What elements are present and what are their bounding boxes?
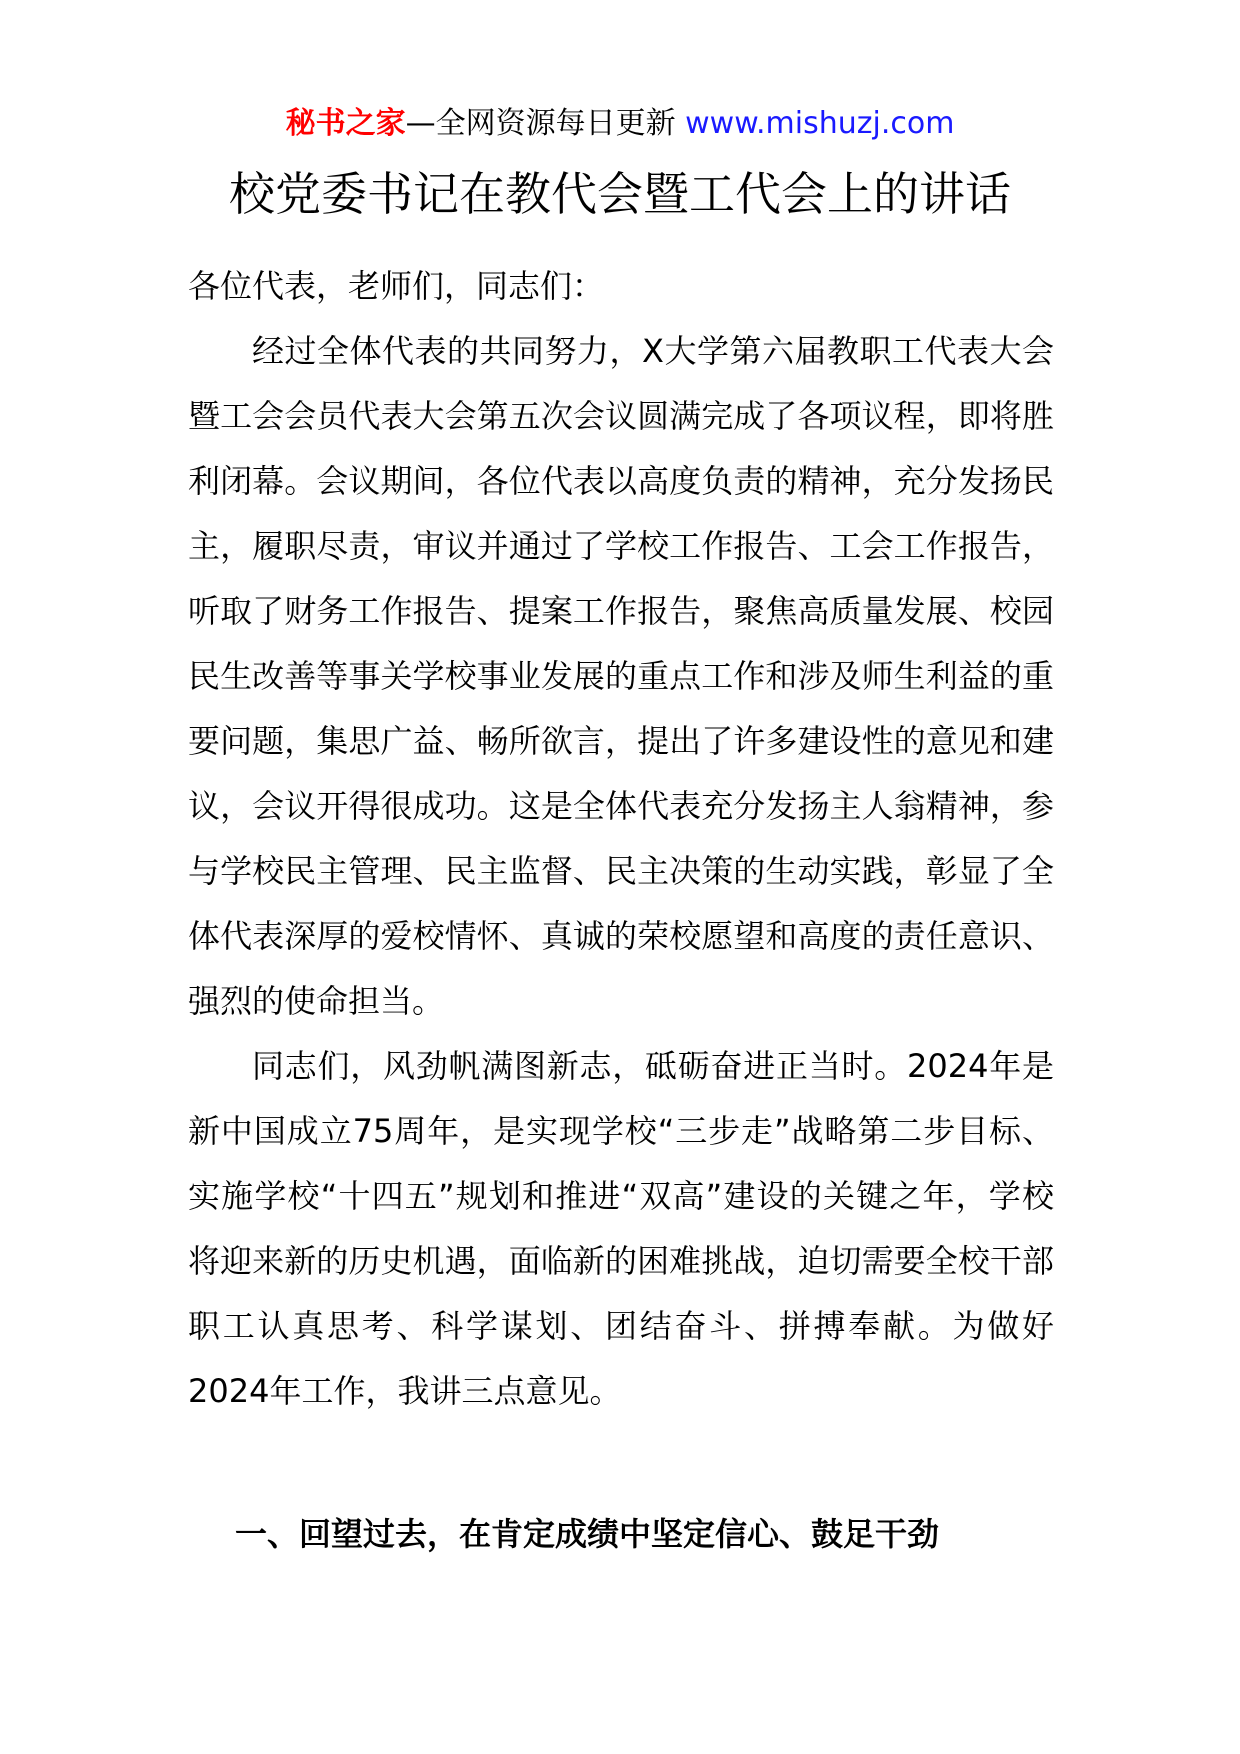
site-url-link[interactable]: www.mishuzj.com <box>685 106 955 141</box>
salutation: 各位代表，老师们，同志们： <box>188 267 605 305</box>
header-tagline: —全网资源每日更新 <box>405 106 676 141</box>
paragraph-2: 同志们，风劲帆满图新志，砥砺奋进正当时。2024年是新中国成立75周年，是实现学校“三步走”战略第二步目标、实施学校“十四五”规划和推进“双高”建设的关键之年，学校将迎来新的历史机遇，面临新的困难挑战，迫切需要全校干部职工认真思考、科学谋划、团结奋斗、拼搏奉献。为做好2024年工作，我讲三点意见。 <box>188 1047 1054 1410</box>
paragraph-1: 经过全体代表的共同努力，X大学第六届教职工代表大会暨工会会员代表大会第五次会议圆满完成了各项议程，即将胜利闭幕。会议期间，各位代表以高度负责的精神，充分发扬民主，履职尽责，审议并通过了学校工作报告、工会工作报告，听取了财务工作报告、提案工作报告，聚焦高质量发展、校园民生改善等事关学校事业发展的重点工作和涉及师生利益的重要问题，集思广益、畅所欲言，提出了许多建设性的意见和建议，会议开得很成功。这是全体代表充分发扬主人翁精神，参与学校民主管理、民主监督、民主决策的生动实践，彰显了全体代表深厚的爱校情怀、真诚的荣校愿望和高度的责任意识、强烈的使命担当。 <box>188 332 1054 1020</box>
site-header <box>0 100 1240 148</box>
brand-name: 秘书之家 <box>285 106 406 141</box>
document-title: 校党委书记在教代会暨工代会上的讲话 <box>229 167 1011 221</box>
document-body <box>188 254 1054 1424</box>
section-heading-1: 一、回望过去，在肯定成绩中坚定信心、鼓足干劲 <box>235 1515 940 1553</box>
